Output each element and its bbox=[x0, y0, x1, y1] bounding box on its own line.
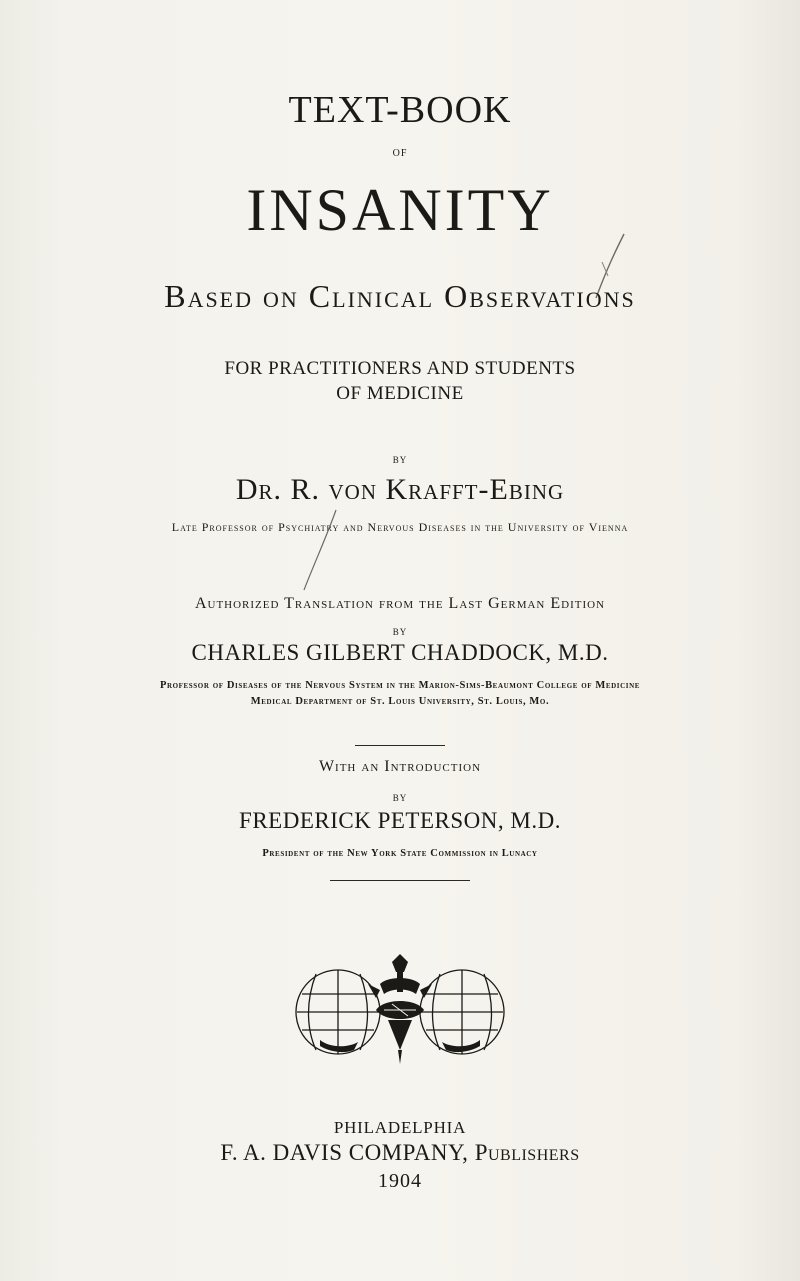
globe-publisher-device-icon bbox=[280, 950, 520, 1065]
introduction-affiliation: President of the New York State Commission in Lunacy bbox=[262, 848, 538, 859]
introduction-author: FREDERICK PETERSON, M.D. bbox=[239, 808, 561, 833]
by-label-translator: BY bbox=[392, 627, 408, 637]
imprint-city: PHILADELPHIA bbox=[333, 1118, 467, 1137]
pencil-mark-icon bbox=[300, 508, 340, 592]
translator-name: CHARLES GILBERT CHADDOCK, M.D. bbox=[191, 640, 609, 665]
publisher-suffix: Publishers bbox=[474, 1140, 580, 1165]
title-line-2: INSANITY bbox=[246, 177, 554, 243]
translator-affiliation-2: Medical Department of St. Louis University, St. Louis, Mo. bbox=[250, 696, 550, 707]
title-of: OF bbox=[392, 148, 408, 159]
author-affiliation: Late Professor of Psychiatry and Nervous Diseases in the University of Vienna bbox=[171, 520, 629, 534]
title-line-1: TEXT-BOOK bbox=[288, 89, 512, 131]
by-label-introduction: BY bbox=[392, 793, 408, 803]
audience-line-1: FOR PRACTITIONERS AND STUDENTS bbox=[224, 358, 576, 379]
audience-line-2: OF MEDICINE bbox=[336, 383, 464, 404]
by-label-author: BY bbox=[392, 455, 408, 465]
translator-affiliation-1: Professor of Diseases of the Nervous System in the Marion-Sims-Beaumont College of Medicine bbox=[159, 680, 641, 691]
translation-note: Authorized Translation from the Last German Edition bbox=[194, 595, 606, 612]
publisher-name: F. A. DAVIS COMPANY, bbox=[220, 1140, 469, 1165]
imprint-year: 1904 bbox=[378, 1170, 422, 1192]
divider-rule bbox=[330, 880, 470, 881]
imprint-publisher bbox=[0, 1140, 800, 1166]
divider-rule bbox=[355, 745, 445, 746]
author-name: Dr. R. von Krafft-Ebing bbox=[235, 473, 565, 506]
introduction-heading: With an Introduction bbox=[318, 758, 482, 775]
subtitle: Based on Clinical Observations bbox=[164, 278, 636, 314]
